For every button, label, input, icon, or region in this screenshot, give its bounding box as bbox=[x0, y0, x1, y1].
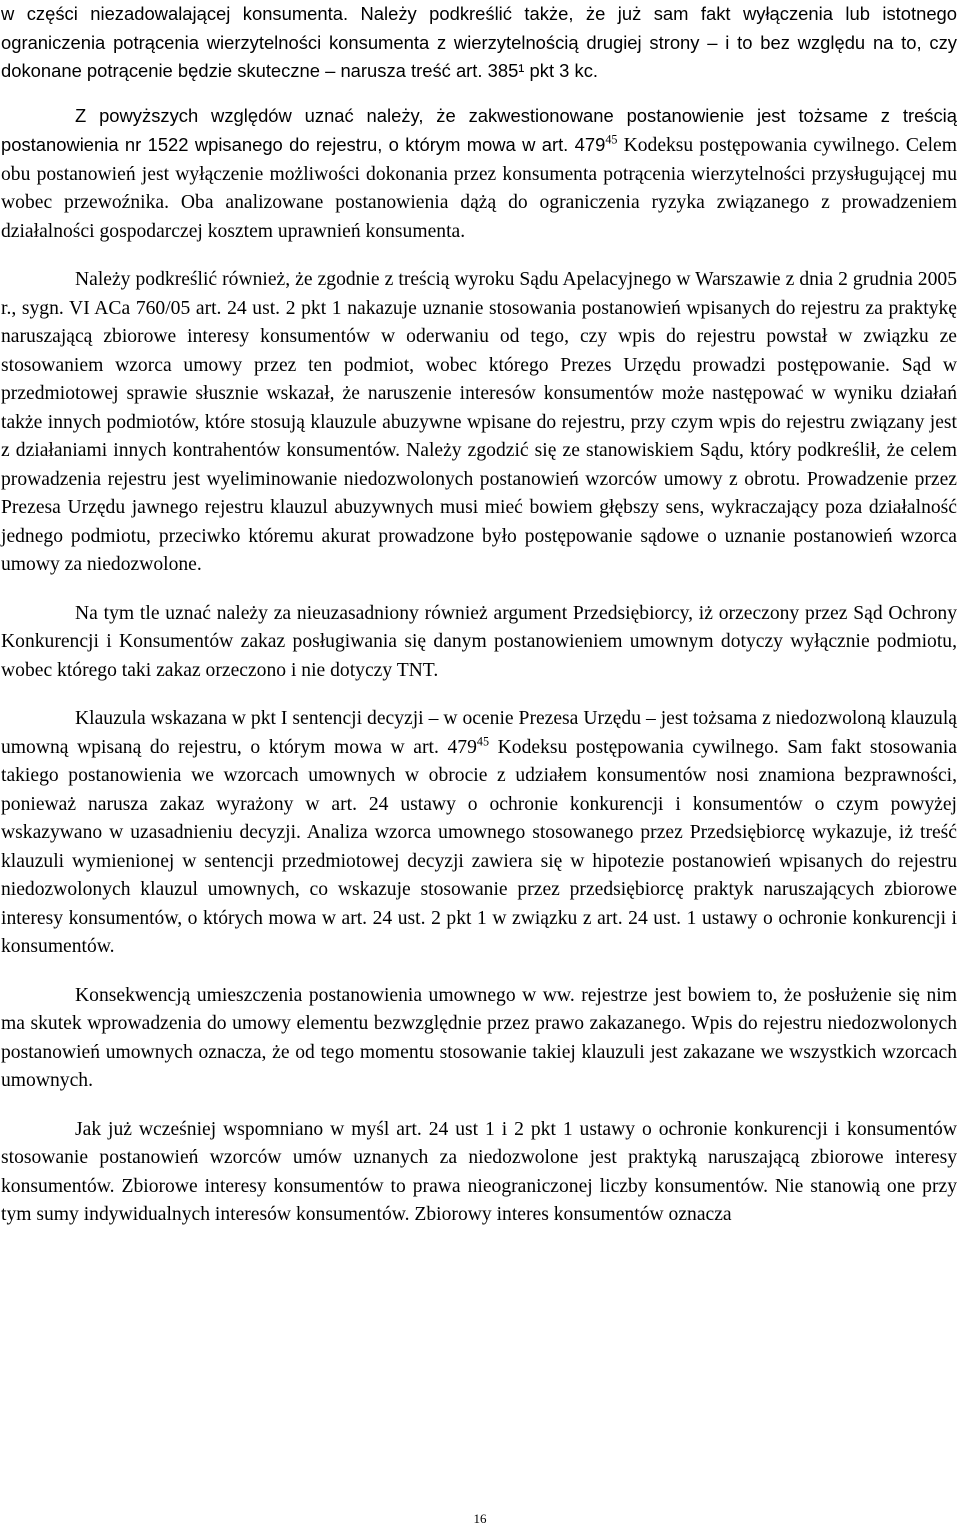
text-run: Kodeksu postępowania cywilnego. Celem obu postanowień jest wyłączenie możliwości dokonania przez konsumenta potrącenia wierzytelności przysługującej mu wobec przewoźnika. Oba analizowane postanowienia dążą do ograniczenia ryzyka związanego z prowadzeniem działalności gospodarczej kosztem uprawnień konsumenta. bbox=[1, 135, 957, 242]
paragraph-2 bbox=[1, 102, 957, 247]
paragraph-3 bbox=[1, 266, 957, 580]
text-run: Na tym tle uznać należy za nieuzasadniony również argument Przedsiębiorcy, iż orzeczony przez Sąd Ochrony Konkurencji i Konsumentów zakaz posługiwania się danym postanowieniem umownym dotyczy wyłącznie podmiotu, wobec którego taki zakaz orzeczono i nie dotyczy TNT. bbox=[1, 602, 957, 681]
paragraph-gap bbox=[1, 246, 957, 266]
paragraph-6 bbox=[1, 982, 957, 1096]
paragraph-gap bbox=[1, 86, 957, 102]
paragraph-gap bbox=[1, 962, 957, 982]
text-run: Z powyższych względów uznać należy, że zakwestionowane postanowienie jest tożsame z treścią postanowienia nr 1522 wpisanego do rejestru, o którym mowa w art. 479 bbox=[1, 104, 957, 155]
text-run: Kodeksu postępowania cywilnego. Sam fakt stosowania takiego postanowienia we wzorcach umownych w obrocie z udziałem konsumentów nosi znamiona bezprawności, ponieważ narusza zakaz wyrażony w art. 24 ustawy o ochronie konkurencji i konsumentów o czym powyżej wskazywano w uzasadnieniu decyzji. Analiza wzorca umownego stosowanego przez Przedsiębiorcę wykazuje, iż treść klauzuli wymienionej w sentencji przedmiotowej decyzji zawiera się w hipotezie postanowień wpisanych do rejestru niedozwolonych klauzul umownych, co wskazuje stosowanie przez przedsiębiorcę praktyk naruszających zbiorowe interesy konsumentów, o których mowa w art. 24 ust. 2 pkt 1 w związku z art. 24 ust. 1 ustawy o ochronie konkurencji i konsumentów. bbox=[1, 736, 957, 957]
text-run: Konsekwencją umieszczenia postanowienia umownego w ww. rejestrze jest bowiem to, że posłużenie się nim ma skutek wprowadzenia do umowy elementu bezwzględnie przez prawo zakazanego. Wpis do rejestru niedozwolonych postanowień umownych oznacza, że od tego momentu stosowanie takiej klauzuli jest zakazane we wszystkich wzorcach umownych. bbox=[1, 984, 957, 1091]
paragraph-4 bbox=[1, 600, 957, 686]
superscript: 45 bbox=[605, 132, 618, 147]
text-run: w części niezadowalającej konsumenta. Należy podkreślić także, że już sam fakt wyłączenia lub istotnego ograniczenia potrącenia wierzytelności konsumenta z wierzytelnością drugiej strony – i to bez względu na to, czy dokonane potrącenie będzie skuteczne – narusza treść art. 385¹ pkt 3 kc. bbox=[1, 3, 957, 81]
paragraph-gap bbox=[1, 1096, 957, 1116]
paragraph-1 bbox=[1, 0, 957, 86]
paragraph-5 bbox=[1, 705, 957, 962]
text-run: Klauzula wskazana w pkt I sentencji decyzji – w ocenie Prezesa Urzędu – jest tożsama z niedozwoloną klauzulą umowną wpisaną do rejestru, o którym mowa w art. 479 bbox=[1, 708, 957, 758]
page-number: 16 bbox=[473, 1511, 487, 1526]
paragraph-gap bbox=[1, 685, 957, 705]
body-text bbox=[1, 0, 957, 1230]
text-run: Jak już wcześniej wspomniano w myśl art. 24 ust 1 i 2 pkt 1 ustawy o ochronie konkurencji i konsumentów stosowanie postanowień wzorców umów uznanych za niedozwolone jest praktyką naruszającą zbiorowe interesy konsumentów. Zbiorowe interesy konsumentów to prawa nieograniczonej liczby konsumentów. Nie stanowią one przy tym sumy indywidualnych interesów konsumentów. Zbiorowy interes konsumentów oznacza bbox=[1, 1118, 957, 1225]
paragraph-gap bbox=[1, 580, 957, 600]
superscript: 45 bbox=[476, 733, 490, 748]
paragraph-7 bbox=[1, 1116, 957, 1230]
text-run: Należy podkreślić również, że zgodnie z treścią wyroku Sądu Apelacyjnego w Warszawie z dnia 2 grudnia 2005 r., sygn. VI ACa 760/05 art. 24 ust. 2 pkt 1 nakazuje uznanie stosowania postanowień wpisanych do rejestru za praktykę naruszającą zbiorowe interesy konsumentów w oderwaniu od tego, czy wpis do rejestru powstał w związku ze stosowaniem wzorca umowy przez ten podmiot, wobec którego Prezes Urzędu prowadzi postępowanie. Sąd w przedmiotowej sprawie słusznie wskazał, że naruszenie interesów konsumentów może następować w wyniku działań także innych podmiotów, które stosują klauzule abuzywne wpisane do rejestru, przy czym wpis do rejestru związany jest z działaniami innych kontrahentów konsumentów. Należy zgodzić się ze stanowiskiem Sądu, który podkreślił, że celem prowadzenia rejestru jest wyeliminowanie niedozwolonych postanowień wzorców umowy z obrotu. Prowadzenie przez Prezesa Urzędu jawnego rejestru klauzul abuzywnych musi mieć bowiem głębszy sens, wykraczający poza działalność jednego podmiotu, przeciwko któremu akurat prowadzone było postępowanie sądowe o uznanie postanowień wzorca umowy za niedozwolone. bbox=[1, 269, 957, 575]
